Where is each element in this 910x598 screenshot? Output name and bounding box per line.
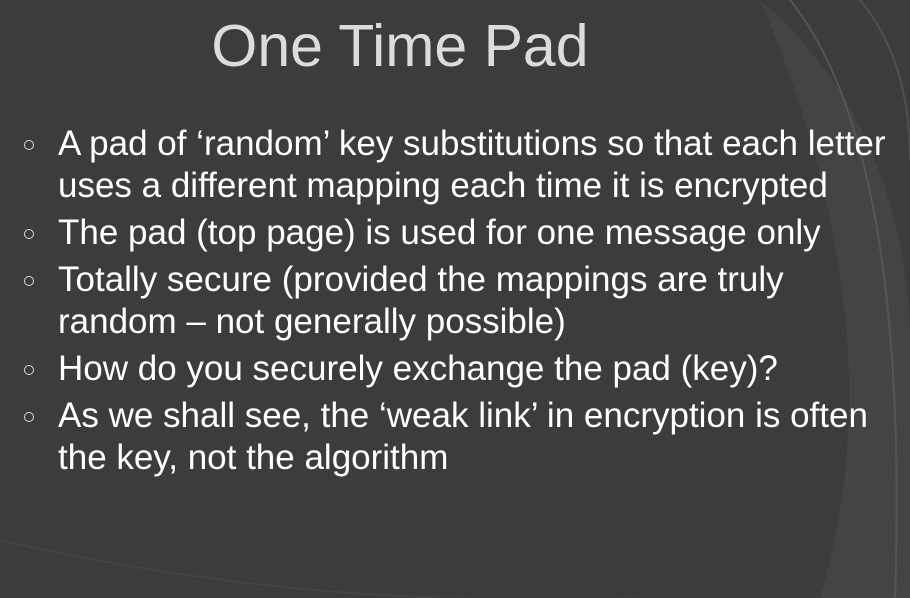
bullet-item xyxy=(24,259,894,343)
slide-title: One Time Pad xyxy=(211,13,589,79)
hollow-circle-icon xyxy=(24,365,34,375)
bullet-list xyxy=(24,123,894,484)
bullet-text: A pad of ‘random’ key substitutions so that each letter uses a different mapping each time it is encrypted xyxy=(58,124,886,205)
hollow-circle-icon xyxy=(24,276,34,286)
bullet-item xyxy=(24,348,894,390)
bullet-item xyxy=(24,395,894,479)
bullet-text: How do you securely exchange the pad (key)? xyxy=(58,349,778,388)
hollow-circle-icon xyxy=(24,229,34,239)
bullet-item xyxy=(24,123,894,207)
bullet-text: The pad (top page) is used for one message only xyxy=(58,213,821,252)
bullet-item xyxy=(24,212,894,254)
hollow-circle-icon xyxy=(24,412,34,422)
hollow-circle-icon xyxy=(24,140,34,150)
bullet-text: Totally secure (provided the mappings are truly random – not generally possible) xyxy=(58,260,784,341)
bullet-text: As we shall see, the ‘weak link’ in encryption is often the key, not the algorithm xyxy=(58,396,868,477)
